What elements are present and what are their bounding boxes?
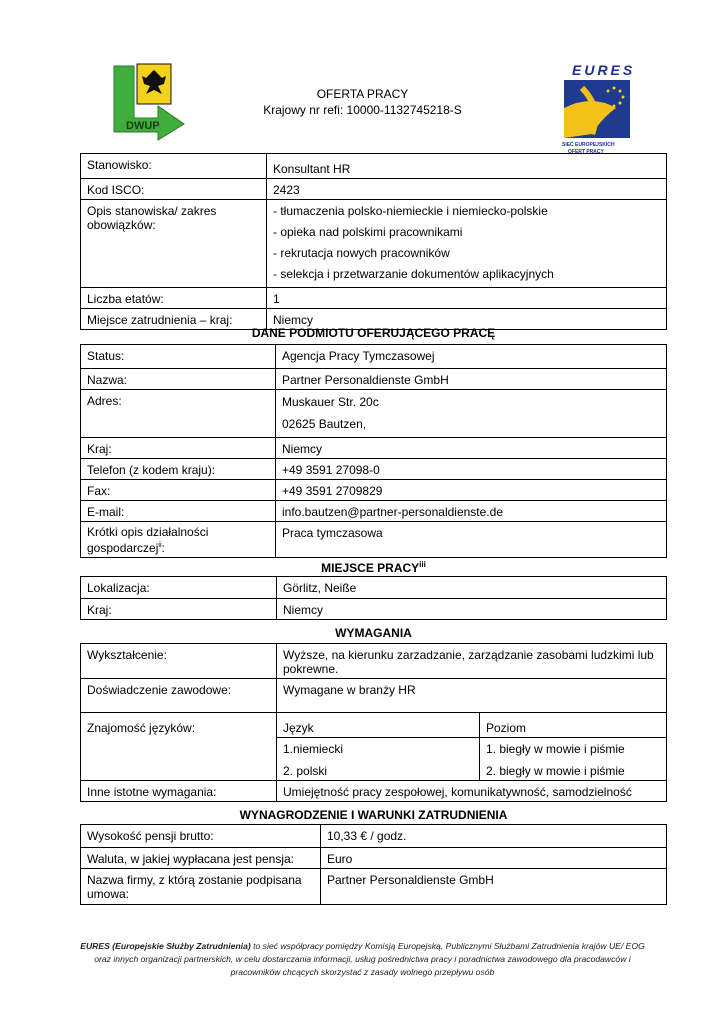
level-cell: 1. biegły w mowie i piśmie: [480, 738, 667, 760]
place-label: Miejsce zatrudnienia – kraj:: [81, 309, 267, 330]
address-line-2: 02625 Bautzen,: [282, 417, 367, 431]
salary-table: [80, 824, 667, 905]
company-value: Partner Personaldienste GmbH: [321, 869, 667, 905]
email-label: E-mail:: [81, 501, 276, 522]
status-label: Status:: [81, 345, 276, 369]
eures-caption-2: OFERT PRACY: [568, 149, 604, 155]
country-label: Kraj:: [81, 438, 276, 459]
gross-salary-value: 10,33 € / godz.: [321, 825, 667, 848]
location-value: Görlitz, Neiße: [277, 577, 667, 599]
activity-value: Praca tymczasowa: [276, 522, 667, 558]
eures-logo: [560, 62, 635, 157]
phone-label: Telefon (z kodem kraju):: [81, 459, 276, 480]
status-value: Agencja Pracy Tymczasowej: [276, 345, 667, 369]
languages-label: Znajomość języków:: [81, 713, 277, 781]
description-item: - opieka nad polskimi pracownikami: [273, 225, 463, 239]
language-cell: 2. polski: [277, 760, 480, 781]
workplace-table: [80, 576, 667, 620]
position-value: Konsultant HR: [267, 154, 667, 179]
footer-eures-name: EURES (Europejskie Służby Zatrudnienia): [80, 941, 251, 951]
isco-value: 2423: [267, 179, 667, 200]
activity-label-line-1: Krótki opis działalności: [87, 525, 209, 539]
footnote-ref: iii: [419, 560, 426, 569]
email-value[interactable]: info.bautzen@partner-personaldienste.de: [276, 501, 667, 522]
isco-label: Kod ISCO:: [81, 179, 267, 200]
footer-line-1: to sieć współpracy pomiędzy Komisją Europejską, Publicznymi Służbami Zatrudnienia krajów UE/ EOG: [250, 941, 645, 951]
employer-section-title: DANE PODMIOTU OFERUJĄCEGO PRACĘ: [251, 326, 496, 340]
dwup-logo-text: DWUP: [126, 120, 160, 132]
document-title: OFERTA PRACY: [316, 87, 409, 101]
workplace-title-text: MIEJSCE PRACY: [321, 561, 420, 575]
description-item: - tłumaczenia polsko-niemieckie i niemiecko-polskie: [273, 204, 548, 218]
footer-line-3: pracowników chcących skorzystać z zasady wolnego przepływu osób: [230, 967, 495, 977]
count-label: Liczba etatów:: [81, 288, 267, 309]
activity-label: [81, 522, 276, 558]
gross-salary-label: Wysokość pensji brutto:: [81, 825, 321, 848]
job-table: [80, 153, 667, 330]
employer-table: [80, 344, 667, 558]
experience-value: Wymagane w branży HR: [277, 679, 667, 713]
place-value: Niemcy: [267, 309, 667, 330]
footer-note: [60, 940, 665, 979]
name-value: Partner Personaldienste GmbH: [276, 369, 667, 390]
description-list: [267, 200, 667, 288]
country-value: Niemcy: [276, 438, 667, 459]
address-line-1: Muskauer Str. 20c: [282, 395, 379, 409]
position-label: Stanowisko:: [81, 154, 267, 179]
description-item: - rekrutacja nowych pracowników: [273, 246, 450, 260]
name-label: Nazwa:: [81, 369, 276, 390]
requirements-section-title: WYMAGANIA: [335, 626, 412, 640]
footnote-ref: ii: [158, 542, 162, 549]
workplace-country-label: Kraj:: [81, 599, 277, 620]
address-value: [276, 390, 667, 438]
location-label: Lokalizacja:: [81, 577, 277, 599]
activity-label-colon: :: [161, 541, 165, 555]
count-value: 1: [267, 288, 667, 309]
other-requirements-value: Umiejętność pracy zespołowej, komunikatywność, samodzielność: [277, 780, 667, 801]
eures-caption-1: SIEĆ EUROPEJSKICH: [562, 142, 615, 148]
salary-section-title: WYNAGRODZENIE I WARUNKI ZATRUDNIENIA: [239, 808, 508, 822]
phone-value: +49 3591 27098-0: [276, 459, 667, 480]
footer-line-2: oraz innych organizacji partnerskich, w celu dostarczania informacji, usług pośrednictwa pracy i poradnictwa zawodowego dla pracodawców i: [94, 954, 631, 964]
description-label: Opis stanowiska/ zakres obowiązków:: [81, 200, 267, 288]
fax-label: Fax:: [81, 480, 276, 501]
requirements-table: [80, 643, 667, 802]
level-cell: 2. biegły w mowie i piśmie: [480, 760, 667, 781]
eures-logo-text: EURES: [572, 62, 636, 78]
workplace-country-value: Niemcy: [277, 599, 667, 620]
education-label: Wykształcenie:: [81, 644, 277, 679]
address-label: Adres:: [81, 390, 276, 438]
workplace-section-title: [80, 560, 667, 575]
currency-label: Waluta, w jakiej wypłacana jest pensja:: [81, 848, 321, 869]
currency-value: Euro: [321, 848, 667, 869]
description-item: - selekcja i przetwarzanie dokumentów aplikacyjnych: [273, 267, 554, 281]
education-value: Wyższe, na kierunku zarzadzanie, zarządzanie zasobami ludzkimi lub pokrewne.: [277, 644, 667, 679]
reference-number: Krajowy nr refi: 10000-1132745218-S: [263, 103, 462, 117]
activity-label-line-2: gospodarczej: [87, 541, 159, 555]
language-cell: 1.niemiecki: [277, 738, 480, 760]
language-column-header: Język: [277, 713, 480, 738]
company-label: Nazwa firmy, z którą zostanie podpisana umowa:: [81, 869, 321, 905]
level-column-header: Poziom: [480, 713, 667, 738]
dwup-logo: [106, 62, 186, 142]
other-requirements-label: Inne istotne wymagania:: [81, 780, 277, 801]
experience-label: Doświadczenie zawodowe:: [81, 679, 277, 713]
fax-value: +49 3591 2709829: [276, 480, 667, 501]
